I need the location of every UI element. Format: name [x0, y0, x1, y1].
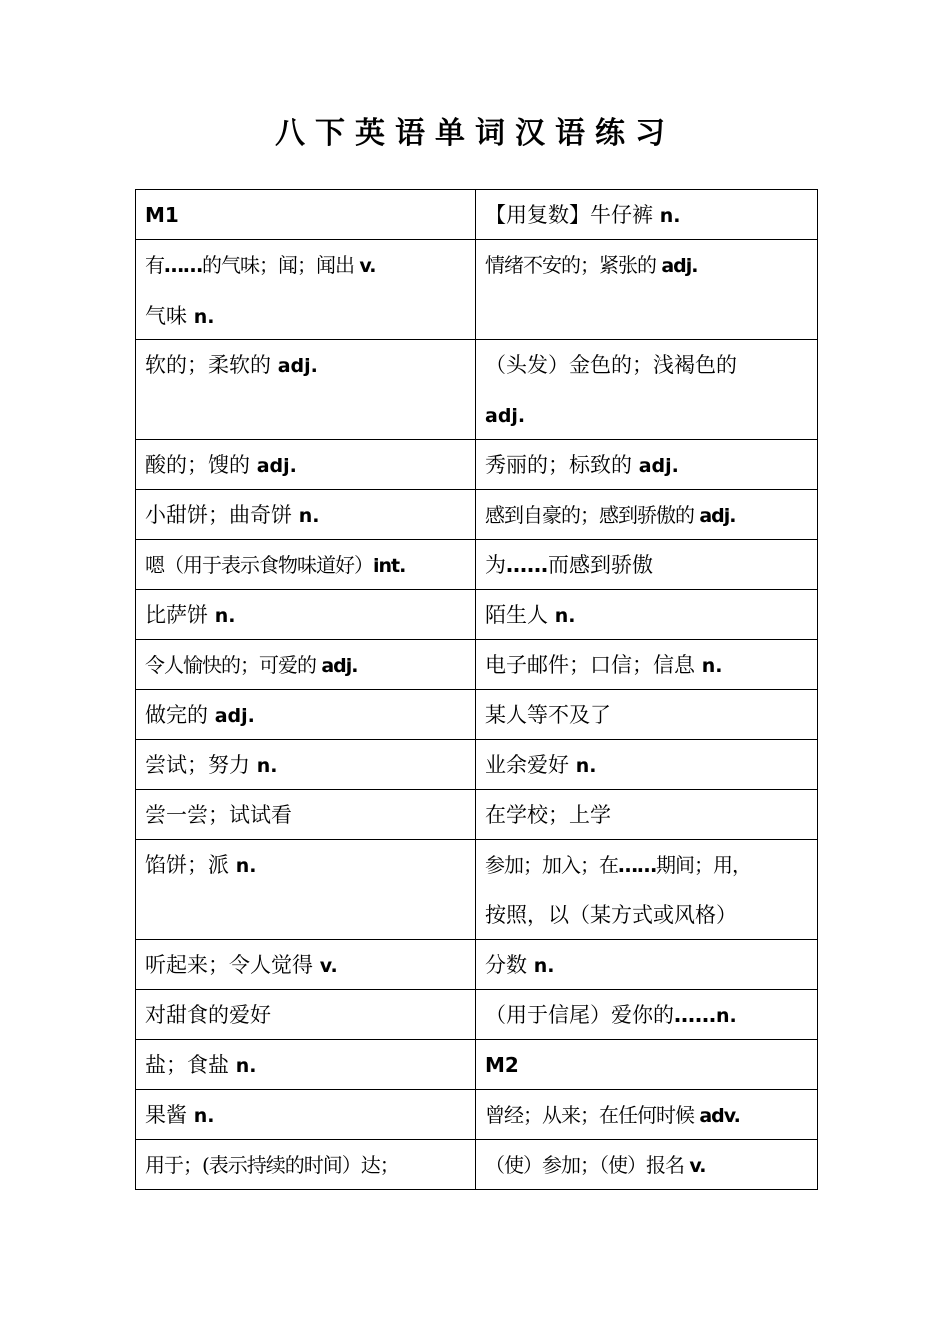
table-row — [136, 240, 818, 340]
cell-right — [476, 1040, 818, 1090]
cell-text: 馅饼；派 n. — [145, 853, 257, 877]
part-of-speech: n. — [235, 1055, 257, 1077]
cell-text: 尝试；努力 n. — [145, 753, 278, 777]
cell-left — [136, 990, 476, 1040]
table-row — [136, 1090, 818, 1140]
cell-text: 尝一尝；试试看 — [145, 803, 292, 827]
cell-left — [136, 190, 476, 240]
cell-text: 对甜食的爱好 — [145, 1003, 271, 1027]
table-row — [136, 940, 818, 990]
cell-text: 电子邮件；口信；信息 n. — [485, 653, 723, 677]
cell-right — [476, 590, 818, 640]
table-row — [136, 840, 818, 940]
part-of-speech: n. — [701, 655, 723, 677]
table-row — [136, 640, 818, 690]
cell-left — [136, 790, 476, 840]
cell-left — [136, 1090, 476, 1140]
cell-text: 酸的；馊的 adj. — [145, 453, 297, 477]
part-of-speech: v. — [359, 255, 376, 277]
cell-right — [476, 1090, 818, 1140]
cell-text: 【用复数】牛仔裤 n. — [485, 203, 681, 227]
cell-text: 果酱 n. — [145, 1103, 215, 1127]
cell-right — [476, 690, 818, 740]
cell-left — [136, 590, 476, 640]
ellipsis-mark: …… — [674, 1003, 716, 1027]
part-of-speech: adj. — [321, 655, 358, 677]
cell-text: 小甜饼；曲奇饼 n. — [145, 503, 320, 527]
cell-left — [136, 940, 476, 990]
table-row — [136, 790, 818, 840]
part-of-speech: adj. — [214, 705, 255, 727]
part-of-speech: n. — [193, 306, 215, 328]
part-of-speech: adv. — [699, 1105, 740, 1127]
cell-text: 令人愉快的；可爱的 adj. — [145, 653, 358, 677]
table-row — [136, 540, 818, 590]
cell-text: 分数 n. — [485, 953, 555, 977]
cell-right — [476, 440, 818, 490]
cell-right — [476, 1140, 818, 1190]
cell-text: （头发）金色的；浅褐色的 — [485, 353, 737, 377]
table-row — [136, 740, 818, 790]
table-row — [136, 340, 818, 440]
cell-text — [485, 1048, 809, 1082]
cell-right — [476, 190, 818, 240]
part-of-speech: adj. — [485, 405, 526, 427]
cell-left — [136, 740, 476, 790]
cell-text: 曾经；从来；在任何时候 adv. — [485, 1103, 740, 1127]
cell-left — [136, 340, 476, 440]
module-label: M2 — [485, 1053, 519, 1077]
cell-text: 在学校；上学 — [485, 803, 611, 827]
cell-right — [476, 740, 818, 790]
cell-left — [136, 640, 476, 690]
part-of-speech: adj. — [699, 505, 736, 527]
part-of-speech: v. — [319, 955, 338, 977]
part-of-speech: adj. — [277, 355, 318, 377]
vocab-table — [135, 189, 818, 1190]
page-title: 八下英语单词汉语练习 — [275, 116, 675, 151]
part-of-speech: n. — [298, 505, 320, 527]
part-of-speech: n. — [554, 605, 576, 627]
cell-right — [476, 790, 818, 840]
ellipsis-mark: …… — [506, 553, 548, 577]
cell-text: 按照，以（某方式或风格） — [485, 903, 737, 927]
cell-text: 为……而感到骄傲 — [485, 553, 653, 577]
cell-right — [476, 640, 818, 690]
cell-left — [136, 240, 476, 340]
part-of-speech: n. — [575, 755, 597, 777]
cell-text — [145, 198, 467, 232]
cell-text: 听起来；令人觉得 v. — [145, 953, 338, 977]
cell-text: 感到自豪的；感到骄傲的 adj. — [485, 503, 736, 527]
cell-text: 做完的 adj. — [145, 703, 255, 727]
part-of-speech: n. — [533, 955, 555, 977]
ellipsis-mark: …… — [618, 853, 656, 877]
cell-text: 盐；食盐 n. — [145, 1053, 257, 1077]
cell-right — [476, 840, 818, 940]
cell-left — [136, 840, 476, 940]
table-row — [136, 1140, 818, 1190]
cell-left — [136, 1140, 476, 1190]
cell-text: 有……的气味；闻；闻出 v. — [145, 253, 376, 277]
table-row — [136, 990, 818, 1040]
table-row — [136, 490, 818, 540]
cell-text: 某人等不及了 — [485, 703, 611, 727]
part-of-speech: adj. — [638, 455, 679, 477]
cell-text: 业余爱好 n. — [485, 753, 597, 777]
part-of-speech: adj. — [256, 455, 297, 477]
part-of-speech: v. — [689, 1155, 706, 1177]
cell-right — [476, 990, 818, 1040]
cell-left — [136, 540, 476, 590]
part-of-speech: n. — [256, 755, 278, 777]
table-row — [136, 590, 818, 640]
table-row — [136, 440, 818, 490]
module-label: M1 — [145, 203, 179, 227]
part-of-speech: n. — [193, 1105, 215, 1127]
ellipsis-mark: …… — [164, 253, 202, 277]
cell-text: 比萨饼 n. — [145, 603, 236, 627]
table-row — [136, 690, 818, 740]
cell-text: 用于；(表示持续的时间）达； — [145, 1153, 399, 1177]
table-row — [136, 190, 818, 240]
part-of-speech: n. — [659, 205, 681, 227]
cell-text: （用于信尾）爱你的……n. — [485, 1003, 737, 1027]
cell-text: 参加；加入；在……期间；用， — [485, 853, 751, 877]
table-row — [136, 1040, 818, 1090]
cell-left — [136, 440, 476, 490]
cell-right — [476, 490, 818, 540]
cell-text: 陌生人 n. — [485, 603, 576, 627]
part-of-speech: n. — [214, 605, 236, 627]
part-of-speech: n. — [716, 1005, 737, 1027]
vocab-table-body — [136, 190, 818, 1190]
cell-text: （使）参加；（使）报名 v. — [485, 1153, 706, 1177]
cell-text — [485, 398, 809, 433]
cell-text: 情绪不安的；紧张的 adj. — [485, 253, 698, 277]
cell-text: 秀丽的；标致的 adj. — [485, 453, 679, 477]
part-of-speech: adj. — [661, 255, 698, 277]
cell-text: 软的；柔软的 adj. — [145, 353, 318, 377]
part-of-speech: n. — [235, 855, 257, 877]
cell-right — [476, 940, 818, 990]
cell-left — [136, 490, 476, 540]
cell-right — [476, 340, 818, 440]
cell-text: 嗯（用于表示食物味道好）int. — [145, 553, 406, 577]
cell-left — [136, 690, 476, 740]
cell-right — [476, 540, 818, 590]
part-of-speech: int. — [373, 555, 406, 577]
cell-right — [476, 240, 818, 340]
cell-text: 气味 n. — [145, 304, 215, 328]
cell-left — [136, 1040, 476, 1090]
